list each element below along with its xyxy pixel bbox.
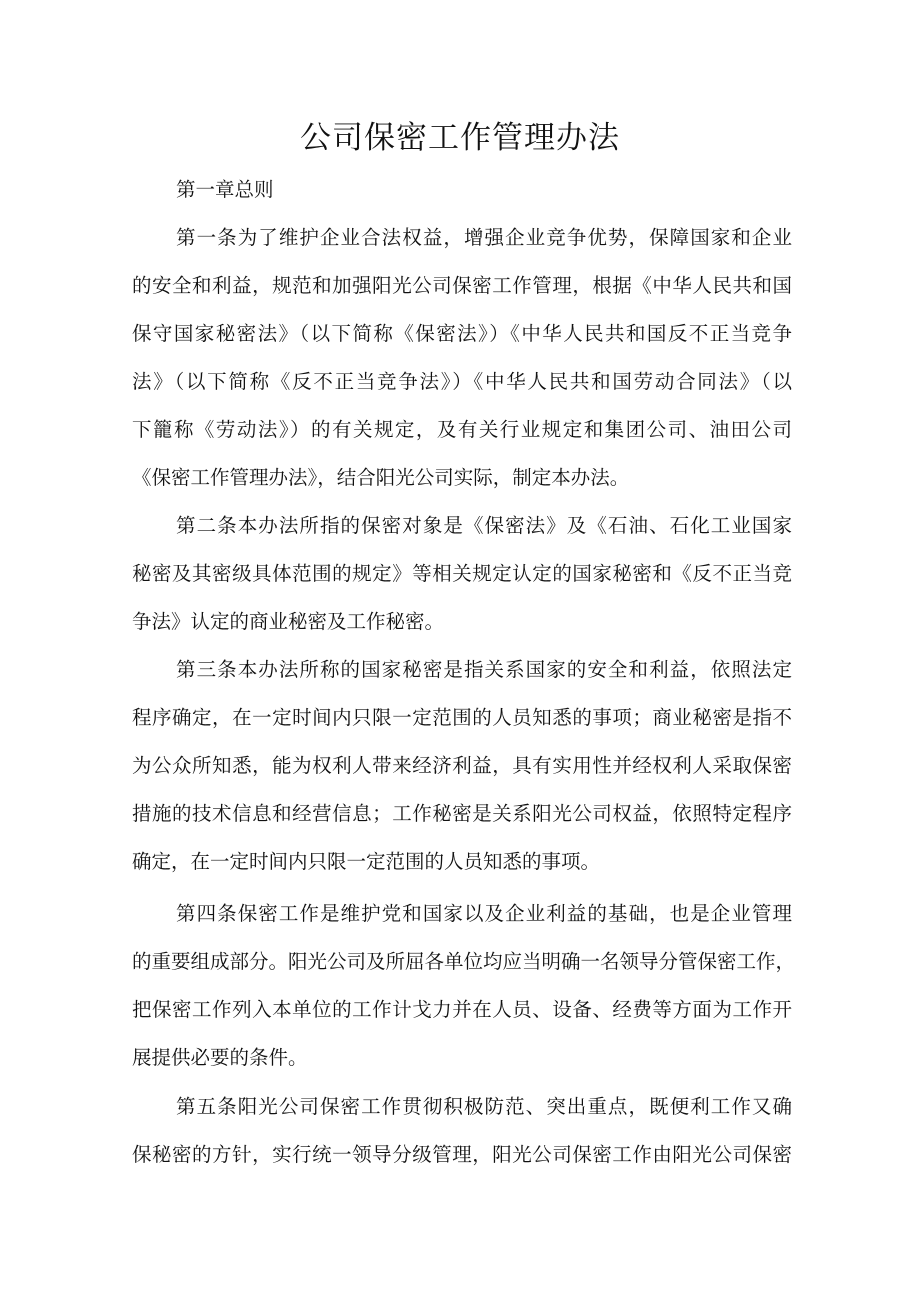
article-line: 争法》认定的商业秘密及工作秘密。	[132, 610, 445, 633]
article-line: 第三条本办法所称的国家秘密是指关系国家的安全和利益，依照法定	[176, 658, 792, 681]
article-1	[132, 214, 792, 502]
article-line: 第五条阳光公司保密工作贯彻积极防范、突出重点，既便利工作又确	[176, 1095, 792, 1118]
article-line: 措施的技术信息和经营信息；工作秘密是关系阳光公司权益，依照特定程序	[132, 802, 792, 825]
article-line: 为公众所知悉，能为权利人带来经济利益，具有实用性并经权利人采取保密	[132, 754, 792, 777]
article-line: 第一条为了维护企业合法权益，增强企业竞争优势，保障国家和企业	[176, 226, 792, 249]
article-line: 法》（以下简称《反不正当竞争法》）《中华人民共和国劳动合同法》（以	[132, 370, 792, 393]
article-line: 的安全和利益，规范和加强阳光公司保密工作管理，根据《中华人民共和国	[132, 274, 792, 297]
article-line: 把保密工作列入本单位的工作计戈力并在人员、设备、经费等方面为工作开	[132, 998, 792, 1021]
article-5	[132, 1083, 792, 1179]
article-line: 秘密及其密级具体范围的规定》等相关规定认定的国家秘密和《反不正当竞	[132, 562, 792, 585]
article-3	[132, 646, 792, 886]
document-title: 公司保密工作管理办法	[300, 120, 620, 156]
article-line: 下籠称《劳动法》）的有关规定，及有关行业规定和集团公司、油田公司	[132, 418, 792, 441]
article-4	[132, 890, 796, 1082]
article-line: 第二条本办法所指的保密对象是《保密法》及《石油、石化工业国家	[176, 514, 792, 537]
article-line: 第四条保密工作是维护党和国家以及企业利益的基础，也是企业管理	[176, 902, 792, 925]
article-line: 展提供必要的条件。	[132, 1046, 308, 1069]
article-line: 的重要组成部分。阳光公司及所屈各单位均应当明确一名领导分管保密工作，	[132, 950, 796, 973]
article-line: 保秘密的方针，实行统一领导分级管理，阳光公司保密工作由阳光公司保密	[132, 1143, 792, 1166]
article-2	[132, 502, 792, 646]
chapter-heading: 第一章总则	[176, 178, 274, 201]
article-line: 程序确定，在一定时间内只限一定范围的人员知悉的事项；商业秘密是指不	[132, 706, 792, 729]
article-line: 确定，在一定时间内只限一定范围的人员知悉的事项。	[132, 850, 601, 873]
article-line: 保守国家秘密法》（以下简称《保密法》）《中华人民共和国反不正当竞争	[132, 322, 792, 345]
article-line: 《保密工作管理办法》，结合阳光公司实际，制定本办法。	[132, 466, 630, 489]
